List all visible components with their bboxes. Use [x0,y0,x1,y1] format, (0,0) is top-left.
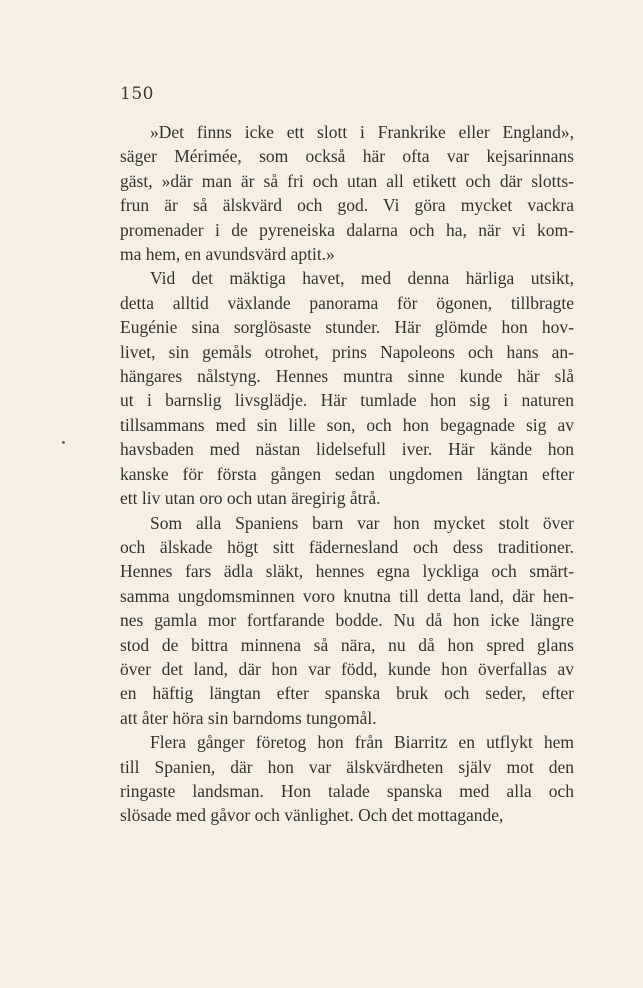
text-line: livet, sin gemåls otrohet, prins Napoleons och hans an- [120,341,574,362]
text-line: ringaste landsman. Hon talade spanska med alla och [120,780,574,801]
text-line: Som alla Spaniens barn var hon mycket stolt över [150,512,574,533]
text-line: ut i barnslig livsglädje. Här tumlade hon sig i naturen [120,390,574,411]
text-line: »Det finns icke ett slott i Frankrike eller England», [150,122,574,142]
text-line: över det land, där hon var född, kunde hon överfallas av [120,658,574,679]
text-line: att åter höra sin barndoms tungomål. [120,707,377,728]
text-line: ett liv utan oro och utan äregirig åtrå. [120,488,381,509]
text-line: promenader i de pyreneiska dalarna och ha, när vi kom- [120,219,574,240]
text-line: och älskade högt sitt fädernesland och dess traditioner. [120,536,574,557]
text-line: stod de bittra minnena så nära, nu då hon spred glans [120,634,574,655]
text-line: Flera gånger företog hon från Biarritz en utflykt hem [150,732,574,753]
text-line: till Spanien, där hon var älskvärdheten själv mot den [120,756,574,777]
paragraph [120,511,574,731]
text-line: Hennes fars ädla släkt, hennes egna lyckliga och smärt- [120,561,574,582]
text-line: tillsammans med sin lille son, och hon begagnade sig av [120,414,574,435]
text-line: hängares nålstyng. Hennes muntra sinne kunde här slå [120,366,574,387]
text-line: nes gamla mor fortfarande bodde. Nu då hon icke längre [120,610,574,631]
text-line: kanske för första gången sedan ungdomen längtan efter [120,463,574,484]
text-line: slösade med gåvor och vänlighet. Och det mottagande, [120,805,504,826]
page-number: 150 [120,84,154,104]
text-line: frun är så älskvärd och god. Vi göra mycket vackra [120,195,574,216]
paragraph [120,120,574,266]
text-line: Eugénie sina sorglösaste stunder. Här glömde hon hov- [120,317,574,338]
text-line: ma hem, en avundsvärd aptit.» [120,244,335,265]
text-line: gäst, »där man är så fri och utan all etikett och där slotts- [120,170,574,191]
text-line: detta alltid växlande panorama för ögonen, tillbragte [120,292,574,313]
text-line: havsbaden med nästan lidelsefull iver. Här kände hon [120,439,574,460]
text-line: Vid det mäktiga havet, med denna härliga utsikt, [150,268,574,289]
text-line: samma ungdomsminnen voro knutna till detta land, där hen- [120,585,574,606]
paragraph [120,730,574,828]
text-line: en häftig längtan efter spanska bruk och seder, efter [120,683,574,704]
body-text [120,120,574,828]
paragraph [120,266,574,510]
text-line: säger Mérimée, som också här ofta var kejsarinnans [120,146,574,167]
paper-speck [62,441,65,444]
